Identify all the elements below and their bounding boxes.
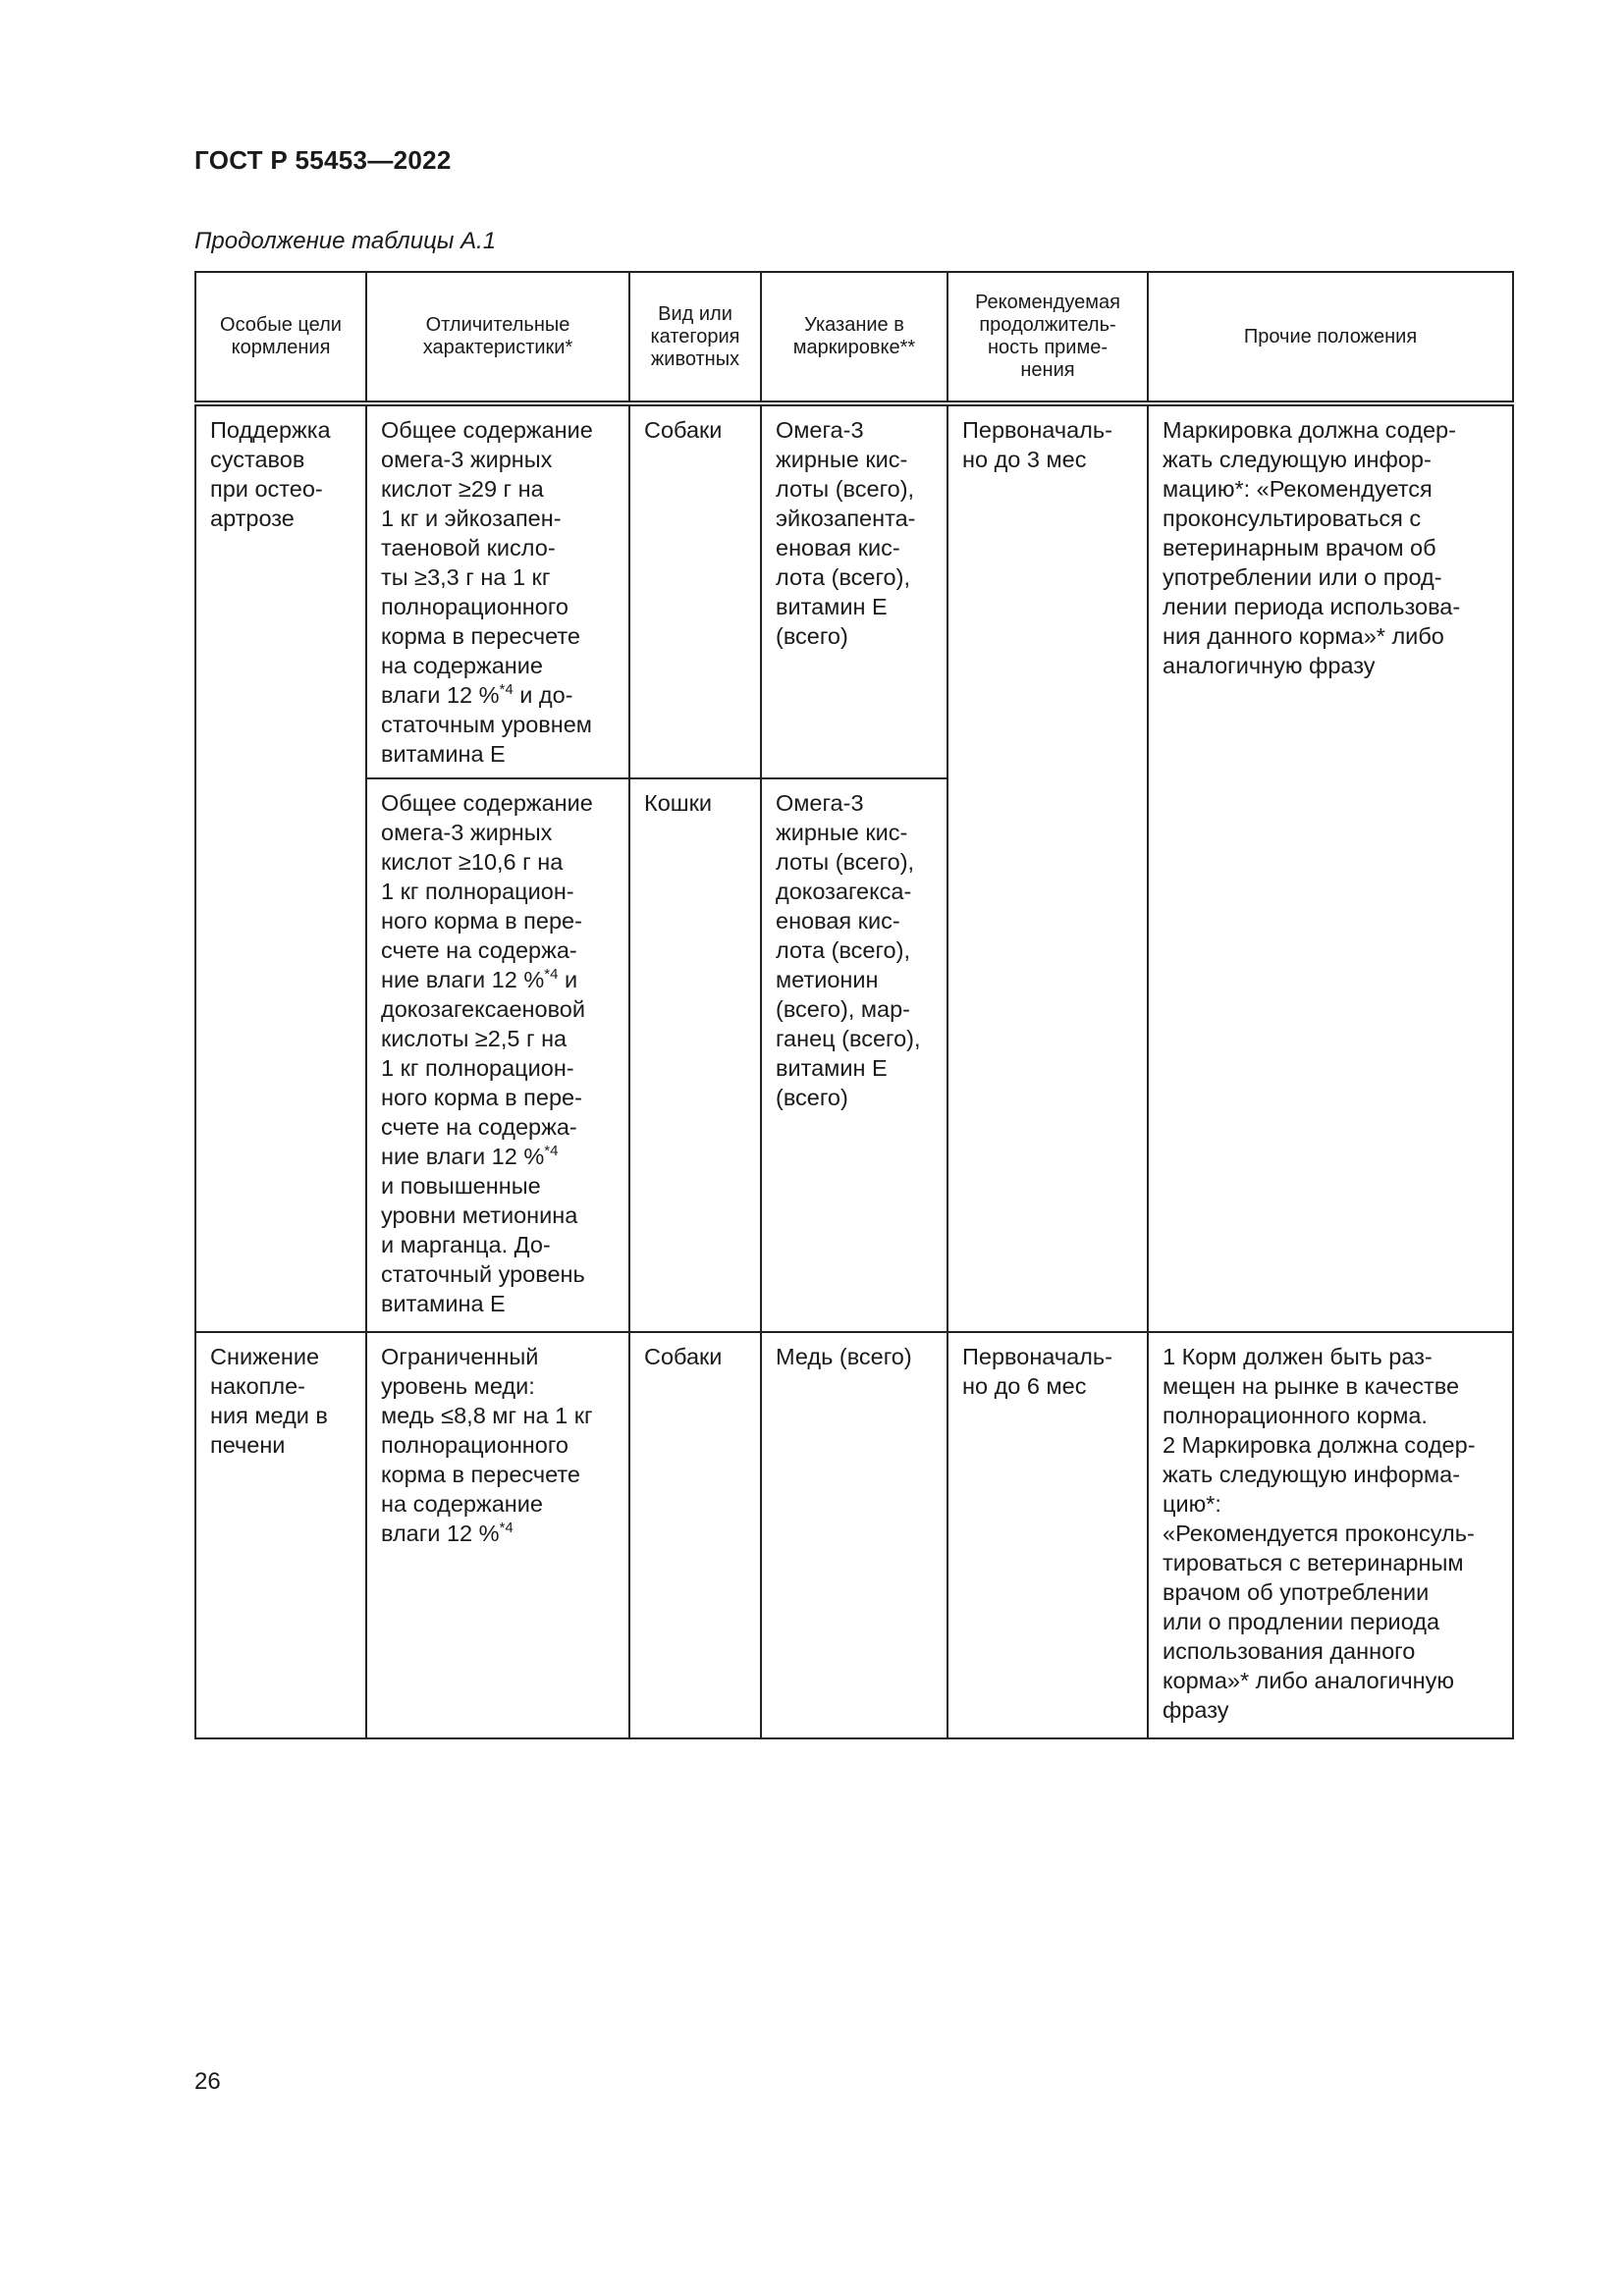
cell-text-line: счете на содержа- [381,1114,577,1140]
cell-text-line: влаги 12 %$^{*4}$ [381,1520,514,1546]
cell-text-line: полнорационного корма. [1163,1403,1428,1428]
cell-text-line: жать следующую инфор- [1163,447,1432,472]
footnote-mark: *4 [544,966,559,983]
cell-text-line: тироваться с ветеринарным [1163,1550,1464,1575]
cell-text-line: жать следующую информа- [1163,1462,1461,1487]
cell-text-line: докозагекса- [776,879,912,904]
cell-text-line: статочным уровнем [381,712,592,737]
characteristics-cell [366,1332,629,1738]
cell-text-line: употреблении или о прод- [1163,564,1442,590]
cell-text-line: лоты (всего), [776,476,915,502]
cell-text-line: ты ≥3,3 г на 1 кг [381,564,551,590]
cell-text-line: Омега-3 [776,417,864,443]
cell-text-line: омега-3 жирных [381,447,553,472]
cell-text-line: докозагексаеновой [381,996,586,1022]
cell-text-line: маркировке** [792,337,916,358]
animal-cell [629,778,761,1332]
cell-text-line: нения [1020,359,1075,381]
duration-cell [947,1332,1148,1738]
cell-text-line: лота (всего), [776,937,910,963]
cell-text-line: но до 3 мес [962,447,1087,472]
cell-text-line: полнорационного [381,594,568,619]
cell-text-line: омега-3 жирных [381,820,553,845]
cell-text-line: полнорационного [381,1432,568,1458]
animal-cell [629,1332,761,1738]
cell-text-line: Вид или [658,302,732,325]
cell-text-line: накопле- [210,1373,305,1399]
cell-text-line: артрозе [210,506,295,531]
labelling-cell [761,1332,947,1738]
cell-text-line: уровни метионина [381,1202,578,1228]
cell-text-line: мацию*: «Рекомендуется [1163,476,1433,502]
footnote-mark: *4 [544,1143,559,1159]
cell-text-line: ния меди в [210,1403,328,1428]
cell-text-line: жирные кис- [776,820,908,845]
cell-text-line: мещен на рынке в качестве [1163,1373,1460,1399]
cell-text-line: корма»* либо аналогичную [1163,1668,1455,1693]
cell-text-line: проконсультироваться с [1163,506,1422,531]
cell-text-line: характеристики* [422,337,573,358]
cell-text-line: ного корма в пере- [381,908,582,934]
characteristics-cell [366,403,629,778]
cell-text-line: статочный уровень [381,1261,585,1287]
table-row [195,1332,1513,1738]
duration-cell [947,403,1148,1332]
cell-text-line: (всего), мар- [776,996,910,1022]
header-cell [947,272,1148,403]
cell-text-line: медь ≤8,8 мг на 1 кг [381,1403,593,1428]
cell-text-line: 1 кг полнорацион- [381,1055,574,1081]
cell-text-line: витамина Е [381,1291,506,1316]
purpose-cell [195,403,366,1332]
header-cell [366,272,629,403]
labelling-cell [761,778,947,1332]
cell-text-line: аналогичную фразу [1163,653,1376,678]
cell-text-line: Особые цели [220,314,342,336]
cell-text-line: Омега-3 [776,790,864,816]
cell-text-line: на содержание [381,1491,543,1517]
cell-text-line: суставов [210,447,305,472]
labelling-cell [761,403,947,778]
cell-text-line: на содержание [381,653,543,678]
animal-cell [629,403,761,778]
cell-text-line: печени [210,1432,286,1458]
cell-text-line: врачом об употреблении [1163,1579,1430,1605]
table-row [195,403,1513,778]
cell-text-line: Собаки [644,1344,723,1369]
cell-text-line: счете на содержа- [381,937,577,963]
cell-text-line: Ограниченный [381,1344,539,1369]
document-code: ГОСТ Р 55453—2022 [194,145,452,175]
cell-text-line: влаги 12 %$^{*4}$ и до- [381,681,573,708]
cell-text-line: при остео- [210,476,323,502]
cell-text-line: Прочие положения [1243,325,1418,347]
cell-text-line: Первоначаль- [962,1344,1112,1369]
cell-text-line: Снижение [210,1344,320,1369]
cell-text-line: Собаки [644,417,723,443]
cell-text-line: 1 кг полнорацион- [381,879,574,904]
cell-text-line: Общее содержание [381,790,593,816]
cell-text-line: еновая кис- [776,908,900,934]
cell-text-line: таеновой кисло- [381,535,556,561]
cell-text-line: корма в пересчете [381,1462,580,1487]
cell-text-line: кормления [231,337,331,358]
cell-text-line: метионин [776,967,879,992]
cell-text-line: корма в пересчете [381,623,580,649]
cell-text-line: кислоты ≥2,5 г на [381,1026,568,1051]
cell-text-line: цию*: [1163,1491,1221,1517]
cell-text-line: 2 Маркировка должна содер- [1163,1432,1476,1458]
cell-text-line: ность приме- [988,337,1108,358]
cell-text-line: Первоначаль- [962,417,1112,443]
cell-text-line: ния данного корма»* либо [1163,623,1444,649]
cell-text-line: лоты (всего), [776,849,915,875]
cell-text-line: Медь (всего) [776,1344,912,1369]
cell-text-line: лота (всего), [776,564,910,590]
cell-text-line: «Рекомендуется проконсуль- [1163,1521,1475,1546]
table-caption: Продолжение таблицы А.1 [194,228,497,254]
cell-text-line: Отличительные [425,314,570,336]
footnote-mark: *4 [499,681,514,698]
cell-text-line: категория [650,325,740,347]
cell-text-line: продолжитель- [979,314,1116,336]
cell-text-line: Маркировка должна содер- [1163,417,1456,443]
header-cell [1148,272,1513,403]
cell-text-line: лении периода использова- [1163,594,1461,619]
header-cell [761,272,947,403]
cell-text-line: витамин Е [776,1055,888,1081]
other-provisions-cell [1148,1332,1513,1738]
header-cell [629,272,761,403]
cell-text-line: или о продлении периода [1163,1609,1440,1634]
cell-text-line: Кошки [644,790,713,816]
cell-text-line: (всего) [776,1085,848,1110]
cell-text-line: жирные кис- [776,447,908,472]
cell-text-line: (всего) [776,623,848,649]
footnote-mark: *4 [499,1520,514,1536]
other-provisions-cell [1148,403,1513,1332]
cell-text-line: кислот ≥29 г на [381,476,544,502]
cell-text-line: ветеринарным врачом об [1163,535,1436,561]
cell-text-line: Общее содержание [381,417,593,443]
purpose-cell [195,1332,366,1738]
header-cell [195,272,366,403]
cell-text-line: витамина Е [381,741,506,767]
cell-text-line: витамин Е [776,594,888,619]
cell-text-line: 1 кг и эйкозапен- [381,506,562,531]
cell-text-line: и марганца. До- [381,1232,551,1257]
cell-text-line: Указание в [804,314,904,336]
cell-text-line: эйкозапента- [776,506,916,531]
cell-text-line: еновая кис- [776,535,900,561]
page-number: 26 [194,2068,221,2095]
cell-text-line: ние влаги 12 %$^{*4}$ [381,1143,559,1169]
cell-text-line: но до 6 мес [962,1373,1087,1399]
cell-text-line: и повышенные [381,1173,541,1199]
cell-text-line: Поддержка [210,417,331,443]
cell-text-line: уровень меди: [381,1373,535,1399]
cell-text-line: ного корма в пере- [381,1085,582,1110]
cell-text-line: 1 Корм должен быть раз- [1163,1344,1433,1369]
cell-text-line: Рекомендуемая [975,292,1120,313]
cell-text-line: использования данного [1163,1638,1416,1664]
cell-text-line: кислот ≥10,6 г на [381,849,564,875]
characteristics-cell [366,778,629,1332]
requirements-table [194,271,1514,1739]
cell-text-line: ние влаги 12 %$^{*4}$ и [381,966,578,992]
cell-text-line: фразу [1163,1697,1229,1723]
cell-text-line: ганец (всего), [776,1026,921,1051]
cell-text-line: животных [650,347,740,370]
table-header-row [195,272,1513,403]
